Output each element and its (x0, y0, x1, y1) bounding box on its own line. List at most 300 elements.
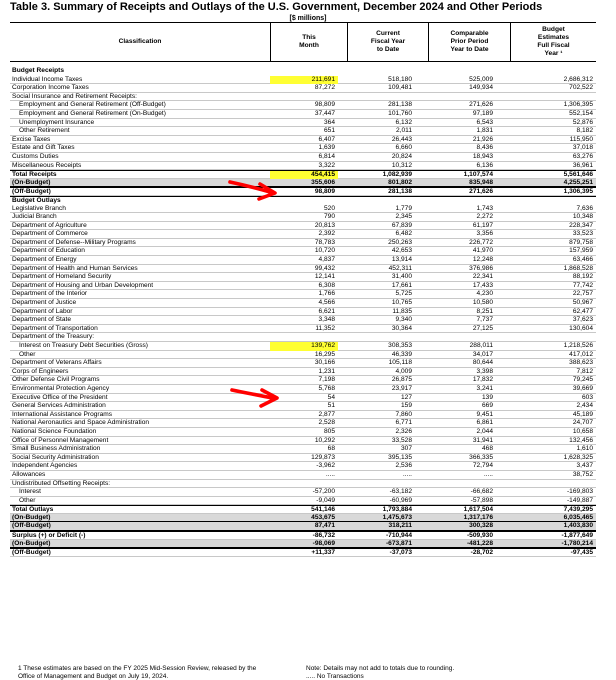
row-value: 1,793,884 (382, 506, 412, 514)
row-value: 8,182 (576, 127, 593, 135)
row-value: 4,566 (318, 299, 335, 307)
row-value: 417,012 (569, 350, 593, 358)
row-value: 67,839 (391, 221, 412, 229)
row-value: 525,009 (469, 75, 493, 83)
row-label: Department of Veterans Affairs (12, 359, 102, 367)
row-value: 388,623 (569, 359, 593, 367)
row-value: 10,765 (391, 299, 412, 307)
row-label: Interest on Treasury Debt Securities (Gross) (19, 342, 148, 349)
row-value: -60,969 (389, 496, 412, 504)
row-value: 2,392 (318, 230, 335, 238)
row-value: -1,877,649 (561, 532, 593, 540)
row-value: 1,617,504 (463, 506, 493, 514)
row-label: Department of Labor (12, 307, 73, 315)
row-value: 5,561,646 (563, 171, 593, 179)
row-value: 805 (323, 427, 335, 435)
row-value: 1,610 (576, 445, 593, 453)
table-header (10, 22, 596, 62)
row-value: 37,623 (572, 316, 593, 324)
row-value: 9,451 (476, 410, 493, 418)
row-label: Department of Justice (12, 299, 77, 307)
table-row (10, 437, 596, 446)
row-value: 468 (481, 445, 493, 453)
table-body (10, 67, 596, 557)
table-row (10, 428, 596, 437)
table-row (10, 170, 596, 179)
row-value: 41,970 (472, 247, 493, 255)
row-value: +11,337 (311, 549, 335, 557)
row-value: 31,941 (472, 436, 493, 444)
row-value: 139 (481, 393, 493, 401)
table-row (10, 84, 596, 93)
row-value: 6,136 (476, 161, 493, 169)
row-value: 61,197 (472, 221, 493, 229)
row-value: 26,875 (391, 376, 412, 384)
row-value: 801,802 (388, 178, 412, 186)
row-label: (Off-Budget) (12, 549, 51, 557)
row-value: 157,959 (569, 247, 593, 255)
row-value: 98,809 (314, 188, 335, 196)
table-row (10, 187, 596, 196)
row-value: 6,035,465 (563, 513, 593, 521)
row-value: 10,658 (572, 427, 593, 435)
row-label: Budget Outlays (12, 196, 61, 204)
row-value: 281,138 (388, 188, 412, 196)
row-value: 3,322 (318, 161, 335, 169)
row-value: -28,702 (470, 549, 493, 557)
row-value: 1,766 (318, 290, 335, 298)
row-label: Department of State (12, 316, 72, 324)
row-value: 669 (481, 402, 493, 410)
row-value: 6,771 (395, 419, 412, 427)
row-value: 1,639 (318, 144, 335, 152)
table-row (10, 333, 596, 342)
row-value: -57,898 (470, 496, 493, 504)
row-label: Office of Personnel Management (12, 436, 109, 444)
row-value: 26,443 (391, 135, 412, 143)
row-value: 45,189 (572, 410, 593, 418)
row-label: (Off-Budget) (12, 522, 51, 530)
row-value: 2,434 (576, 402, 593, 410)
row-value: -66,682 (470, 488, 493, 496)
row-value: 211,691 (270, 76, 338, 85)
row-value: 37,018 (572, 144, 593, 152)
row-value: 22,341 (472, 273, 493, 281)
row-value: 6,861 (476, 419, 493, 427)
row-value: 1,231 (318, 367, 335, 375)
table-row (10, 290, 596, 299)
table-row (10, 282, 596, 291)
table-row (10, 351, 596, 360)
table-row (10, 540, 596, 549)
row-value: 98,809 (314, 101, 335, 109)
row-label: Social Security Administration (12, 453, 99, 461)
row-value: 702,522 (569, 84, 593, 92)
row-value: 2,528 (318, 419, 335, 427)
row-label: Other Defense Civil Programs (12, 376, 100, 384)
row-value: 1,868,528 (563, 264, 593, 272)
row-label: Department of the Interior (12, 290, 88, 298)
row-value: 1,218,526 (563, 342, 593, 349)
row-label: Department of Commerce (12, 230, 88, 238)
row-value: 87,272 (314, 84, 335, 92)
row-label: Surplus (+) or Deficit (-) (12, 532, 86, 540)
row-value: 101,760 (388, 109, 412, 117)
row-value: 1,779 (395, 204, 412, 212)
row-value: 4,837 (318, 256, 335, 264)
row-value: 99,432 (314, 264, 335, 272)
row-value: 97,189 (472, 109, 493, 117)
row-value: 109,481 (388, 84, 412, 92)
row-value: 1,743 (476, 204, 493, 212)
row-value: 22,757 (572, 290, 593, 298)
row-label: Miscellaneous Receipts (12, 161, 82, 169)
row-value: 54 (327, 393, 335, 401)
row-value: 6,407 (318, 135, 335, 143)
row-value: 12,141 (314, 273, 335, 281)
row-label: Department of Health and Human Services (12, 264, 138, 272)
row-value: 307 (400, 445, 412, 453)
row-value: 226,772 (469, 238, 493, 246)
row-value: 115,950 (569, 135, 593, 143)
row-label: Interest (19, 488, 41, 496)
table-row (10, 110, 596, 119)
row-value: 1,107,574 (463, 171, 493, 179)
row-value: 1,403,830 (563, 522, 593, 530)
table-row (10, 462, 596, 471)
row-value: 127 (400, 393, 412, 401)
row-value: 10,580 (472, 299, 493, 307)
row-value: -3,962 (316, 462, 335, 470)
row-label: Total Receipts (12, 171, 57, 179)
row-label: Other (19, 496, 36, 504)
row-label: National Aeronautics and Space Administration (12, 419, 150, 427)
row-value: 454,415 (270, 171, 338, 180)
table-row (10, 419, 596, 428)
row-value: 17,433 (472, 281, 493, 289)
row-value: 50,967 (572, 299, 593, 307)
table-row (10, 471, 596, 480)
table-row (10, 325, 596, 334)
row-value: 835,948 (469, 178, 493, 186)
row-label: Customs Duties (12, 152, 59, 160)
row-value: 879,758 (569, 238, 593, 246)
table-row (10, 76, 596, 85)
row-label: International Assistance Programs (12, 410, 113, 418)
row-value: 87,471 (314, 522, 335, 530)
row-label: Executive Office of the President (12, 393, 108, 401)
table-row (10, 402, 596, 411)
row-value: 80,644 (472, 359, 493, 367)
row-label: Employment and General Retirement (Off-Budget) (19, 101, 166, 109)
row-label: Individual Income Taxes (12, 75, 83, 83)
row-value: 10,292 (314, 436, 335, 444)
row-label: Environmental Protection Agency (12, 384, 110, 392)
row-value: 24,707 (572, 419, 593, 427)
table-row (10, 93, 596, 102)
row-value: -97,435 (570, 549, 593, 557)
row-label: Department of Housing and Urban Development (12, 281, 154, 289)
table-row (10, 488, 596, 497)
row-label: Unemployment Insurance (19, 118, 95, 126)
table-row (10, 162, 596, 171)
row-label: Department of Homeland Security (12, 273, 112, 281)
table-row (10, 196, 596, 205)
row-value: 8,251 (476, 307, 493, 315)
header-this-month: This Month (270, 23, 347, 61)
row-value: 33,523 (572, 230, 593, 238)
row-value: -86,732 (312, 532, 335, 540)
row-value: -1,780,214 (561, 539, 593, 547)
row-value: 31,400 (391, 273, 412, 281)
row-value: 308,353 (388, 342, 412, 349)
row-value: 2,326 (395, 427, 412, 435)
table-row (10, 385, 596, 394)
row-value: 2,686,312 (563, 75, 593, 83)
row-value: 4,009 (395, 367, 412, 375)
header-classification: Classification (118, 38, 162, 45)
row-value: 37,447 (314, 109, 335, 117)
row-value: 16,295 (314, 350, 335, 358)
row-value: 790 (323, 213, 335, 221)
row-value: 6,621 (318, 307, 335, 315)
row-label: Department of Agriculture (12, 221, 87, 229)
row-value: 129,873 (311, 453, 335, 461)
row-value: 139,762 (270, 342, 338, 351)
row-label: General Services Administration (12, 402, 106, 410)
table-row (10, 144, 596, 153)
row-value: 46,339 (391, 350, 412, 358)
row-value: 7,439,295 (563, 506, 593, 514)
table-row (10, 359, 596, 368)
row-value: 77,742 (572, 281, 593, 289)
row-value: 2,044 (476, 427, 493, 435)
row-value: 78,783 (314, 238, 335, 246)
table-row (10, 67, 596, 76)
row-value: 3,241 (476, 384, 493, 392)
row-label: Undistributed Offsetting Receipts: (12, 479, 111, 487)
row-value: 1,831 (476, 127, 493, 135)
row-value: 159 (400, 402, 412, 410)
table-row (10, 213, 596, 222)
row-label: Department of Transportation (12, 324, 98, 332)
row-value: 132,456 (569, 436, 593, 444)
table-row (10, 101, 596, 110)
row-value: 518,180 (388, 75, 412, 83)
row-value: -98,069 (312, 539, 335, 547)
row-label: Allowances (12, 470, 46, 478)
row-value: 4,255,251 (563, 178, 593, 186)
row-value: 228,347 (569, 221, 593, 229)
row-value: 271,626 (469, 188, 493, 196)
row-value: 6,132 (395, 118, 412, 126)
row-value: 603 (581, 393, 593, 401)
table-row (10, 265, 596, 274)
row-label: Legislative Branch (12, 204, 66, 212)
table-row (10, 531, 596, 540)
row-label: Budget Receipts (12, 67, 65, 74)
row-value: 88,192 (572, 273, 593, 281)
table-row (10, 454, 596, 463)
row-value: 23,917 (391, 384, 412, 392)
table-row (10, 522, 596, 531)
table-row (10, 136, 596, 145)
row-value: 3,348 (318, 316, 335, 324)
row-value: 7,737 (476, 316, 493, 324)
table-row (10, 497, 596, 506)
table-row (10, 368, 596, 377)
table-row (10, 514, 596, 523)
table-row (10, 394, 596, 403)
row-value: 288,011 (469, 342, 493, 349)
row-value: 12,248 (472, 256, 493, 264)
row-label: Estate and Gift Taxes (12, 144, 75, 152)
row-label: Social Insurance and Retirement Receipts: (12, 92, 137, 100)
row-value: 20,813 (314, 221, 335, 229)
table-title: Table 3. Summary of Receipts and Outlays of the U.S. Government, December 2024 and Other Periods (10, 1, 543, 13)
table-row (10, 445, 596, 454)
units-label: [$ millions] (289, 15, 327, 22)
header-budget-estimates: Budget Estimates Full Fiscal Year ¹ (510, 23, 596, 61)
row-value: 8,436 (476, 144, 493, 152)
row-label: Employment and General Retirement (On-Budget) (19, 109, 166, 117)
row-value: 366,335 (469, 453, 493, 461)
row-value: 36,961 (572, 161, 593, 169)
row-value: 10,312 (391, 161, 412, 169)
row-value: -169,803 (566, 488, 593, 496)
row-value: 3,356 (476, 230, 493, 238)
row-label: (On-Budget) (12, 513, 51, 521)
row-value: 552,154 (569, 109, 593, 117)
row-value: 3,398 (476, 367, 493, 375)
row-value: 52,876 (572, 118, 593, 126)
row-value: 20,824 (391, 152, 412, 160)
row-value: 2,272 (476, 213, 493, 221)
row-value: 13,914 (391, 256, 412, 264)
row-value: 395,135 (388, 453, 412, 461)
row-value: 39,669 (572, 384, 593, 392)
table-row (10, 342, 596, 351)
row-label: Corporation Income Taxes (12, 84, 89, 92)
row-value: 11,352 (315, 324, 335, 332)
row-label: National Science Foundation (12, 427, 97, 435)
row-value: -509,930 (466, 532, 493, 540)
row-value: 6,308 (318, 281, 335, 289)
row-value: -63,182 (389, 488, 412, 496)
table-row (10, 256, 596, 265)
row-label: Department of Education (12, 247, 85, 255)
table-note: Note: Details may not add to totals due to rounding. ..... No Transactions (306, 665, 455, 680)
table-row (10, 376, 596, 385)
row-value: ..... (483, 470, 493, 478)
row-value: 62,477 (572, 307, 593, 315)
row-value: 520 (323, 204, 335, 212)
row-label: Small Business Administration (12, 445, 101, 453)
table-row (10, 411, 596, 420)
row-value: 7,636 (576, 204, 593, 212)
row-value: 355,606 (311, 178, 335, 186)
row-value: 5,725 (395, 290, 412, 298)
row-value: ..... (325, 470, 335, 478)
row-value: -481,228 (466, 539, 493, 547)
row-value: 2,011 (395, 127, 412, 135)
row-value: 10,348 (572, 213, 593, 221)
row-value: 34,017 (472, 350, 493, 358)
row-value: 63,466 (572, 256, 593, 264)
row-value: 10,720 (314, 247, 335, 255)
row-value: 5,768 (318, 384, 335, 392)
row-value: 18,943 (472, 152, 493, 160)
row-value: 4,230 (476, 290, 493, 298)
row-value: 651 (323, 127, 335, 135)
row-value: 30,166 (314, 359, 335, 367)
row-value: -673,871 (385, 539, 412, 547)
row-label: Excise Taxes (12, 135, 51, 143)
row-value: 2,877 (318, 410, 335, 418)
row-value: -149,887 (566, 496, 593, 504)
row-value: -9,049 (316, 496, 335, 504)
row-label: Department of Energy (12, 256, 77, 264)
row-value: 27,125 (472, 324, 493, 332)
table-row (10, 273, 596, 282)
row-value: 149,934 (469, 84, 493, 92)
row-value: 68 (327, 445, 335, 453)
row-label: Judicial Branch (12, 213, 57, 221)
row-label: (Off-Budget) (12, 188, 51, 196)
row-value: 130,604 (569, 324, 593, 332)
row-label: Other (19, 350, 36, 358)
row-value: 7,198 (318, 376, 335, 384)
table-row (10, 179, 596, 188)
row-value: ..... (402, 470, 412, 478)
row-value: 38,752 (572, 470, 593, 478)
row-label: Other Retirement (19, 127, 70, 135)
header-current-fy: Current Fiscal Year to Date (347, 23, 428, 61)
row-value: -57,200 (312, 488, 335, 496)
table-row (10, 127, 596, 136)
footnote: 1 These estimates are based on the FY 2025 Mid-Session Review, released by the Office of Management and Budget on July 19, 2024. (18, 665, 257, 680)
row-label: Corps of Engineers (12, 367, 69, 375)
row-value: 7,860 (395, 410, 412, 418)
table-row (10, 222, 596, 231)
table-row (10, 308, 596, 317)
row-value: 1,475,673 (382, 513, 412, 521)
row-value: 63,276 (572, 152, 593, 160)
row-value: -710,944 (385, 532, 412, 540)
row-label: Department of Defense--Military Programs (12, 238, 136, 246)
row-value: 281,138 (388, 101, 412, 109)
table-row (10, 316, 596, 325)
table-row (10, 247, 596, 256)
row-value: 6,814 (318, 152, 335, 160)
row-value: 72,794 (472, 462, 493, 470)
row-value: 11,835 (392, 307, 412, 315)
row-value: 1,306,395 (563, 188, 593, 196)
row-label: (On-Budget) (12, 539, 51, 547)
row-value: 33,528 (391, 436, 412, 444)
row-value: 1,628,325 (563, 453, 593, 461)
table-row (10, 153, 596, 162)
row-value: 541,146 (311, 506, 335, 514)
row-value: 1,317,176 (463, 513, 493, 521)
row-value: 2,536 (395, 462, 412, 470)
row-value: 1,082,939 (382, 171, 412, 179)
row-value: 105,118 (388, 359, 412, 367)
row-label: Independent Agencies (12, 462, 78, 470)
row-value: 6,660 (395, 144, 412, 152)
row-value: 21,926 (472, 135, 493, 143)
row-value: 1,306,395 (563, 101, 593, 109)
